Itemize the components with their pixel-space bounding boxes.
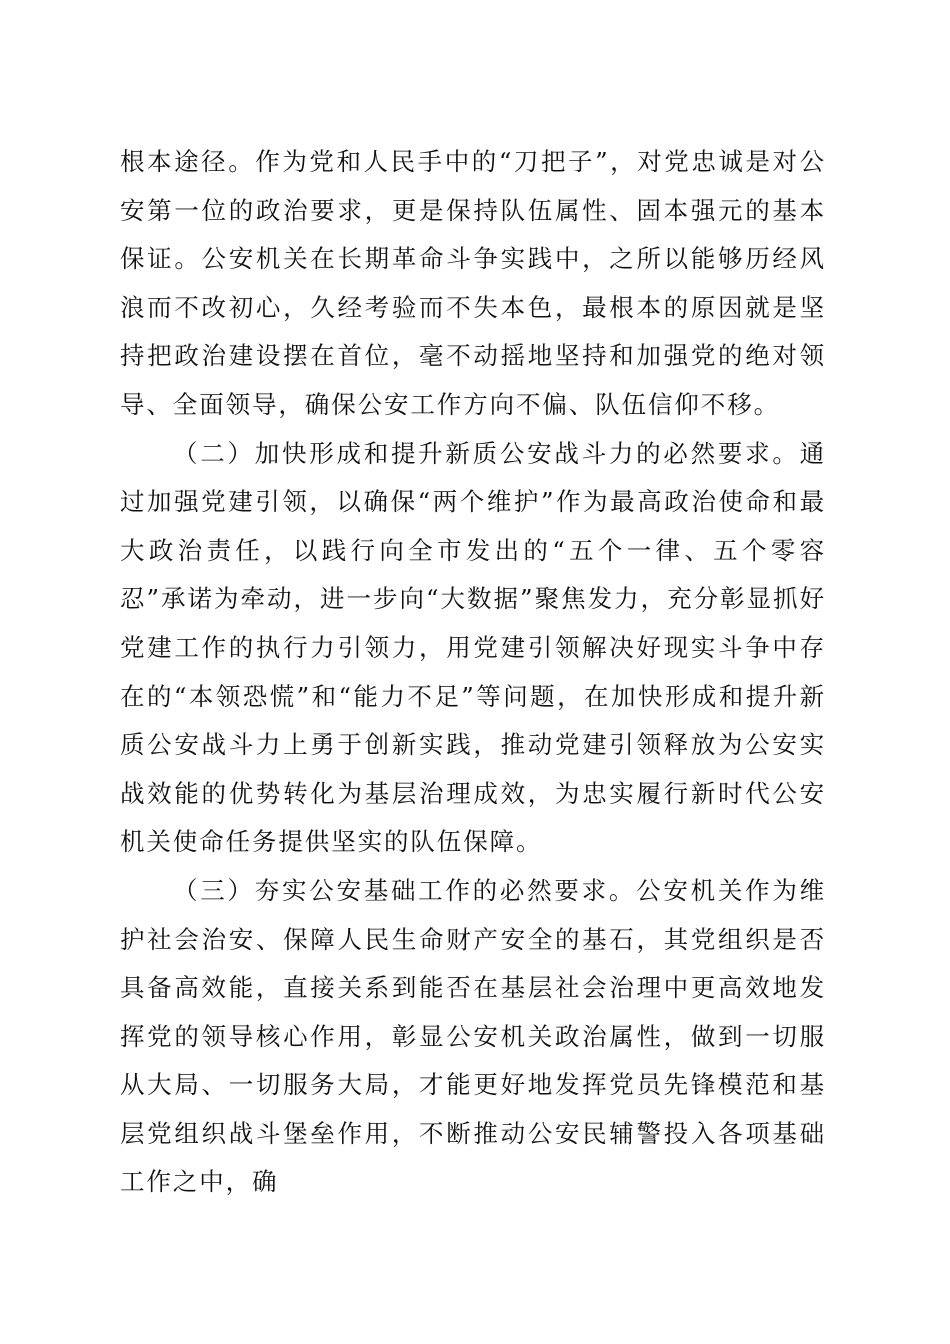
paragraph-section-three: （三）夯实公安基础工作的必然要求。公安机关作为维护社会治安、保障人民生命财产安全的基石，其党组织是否具备高效能，直接关系到能否在基层社会治理中更高效地发挥党的领导核心作用，彰显公安机关政治属性，做到一切服从大局、一切服务大局，才能更好地发挥党员先锋模范和基层党组织战斗堡垒作用，不断推动公安民辅警投入各项基础工作之中，确: [120, 875, 826, 1197]
paragraph-fundamental-path: 根本途径。作为党和人民手中的“刀把子”，对党忠诚是对公安第一位的政治要求，更是保持队伍属性、固本强元的基本保证。公安机关在长期革命斗争实践中，之所以能够历经风浪而不改初心，久经考验而不失本色，最根本的原因就是坚持把政治建设摆在首位，毫不动摇地坚持和加强党的绝对领导、全面领导，确保公安工作方向不偏、队伍信仰不移。: [120, 147, 826, 419]
paragraph-section-two: （二）加快形成和提升新质公安战斗力的必然要求。通过加强党建引领，以确保“两个维护”作为最高政治使命和最大政治责任，以践行向全市发出的“五个一律、五个零容忍”承诺为牵动，进一步向“大数据”聚焦发力，充分彰显抓好党建工作的执行力引领力，用党建引领解决好现实斗争中存在的“本领恐慌”和“能力不足”等问题，在加快形成和提升新质公安战斗力上勇于创新实践，推动党建引领释放为公安实战效能的优势转化为基层治理成效，为忠实履行新时代公安机关使命任务提供坚实的队伍保障。: [120, 438, 826, 857]
document-body: [120, 138, 826, 1207]
